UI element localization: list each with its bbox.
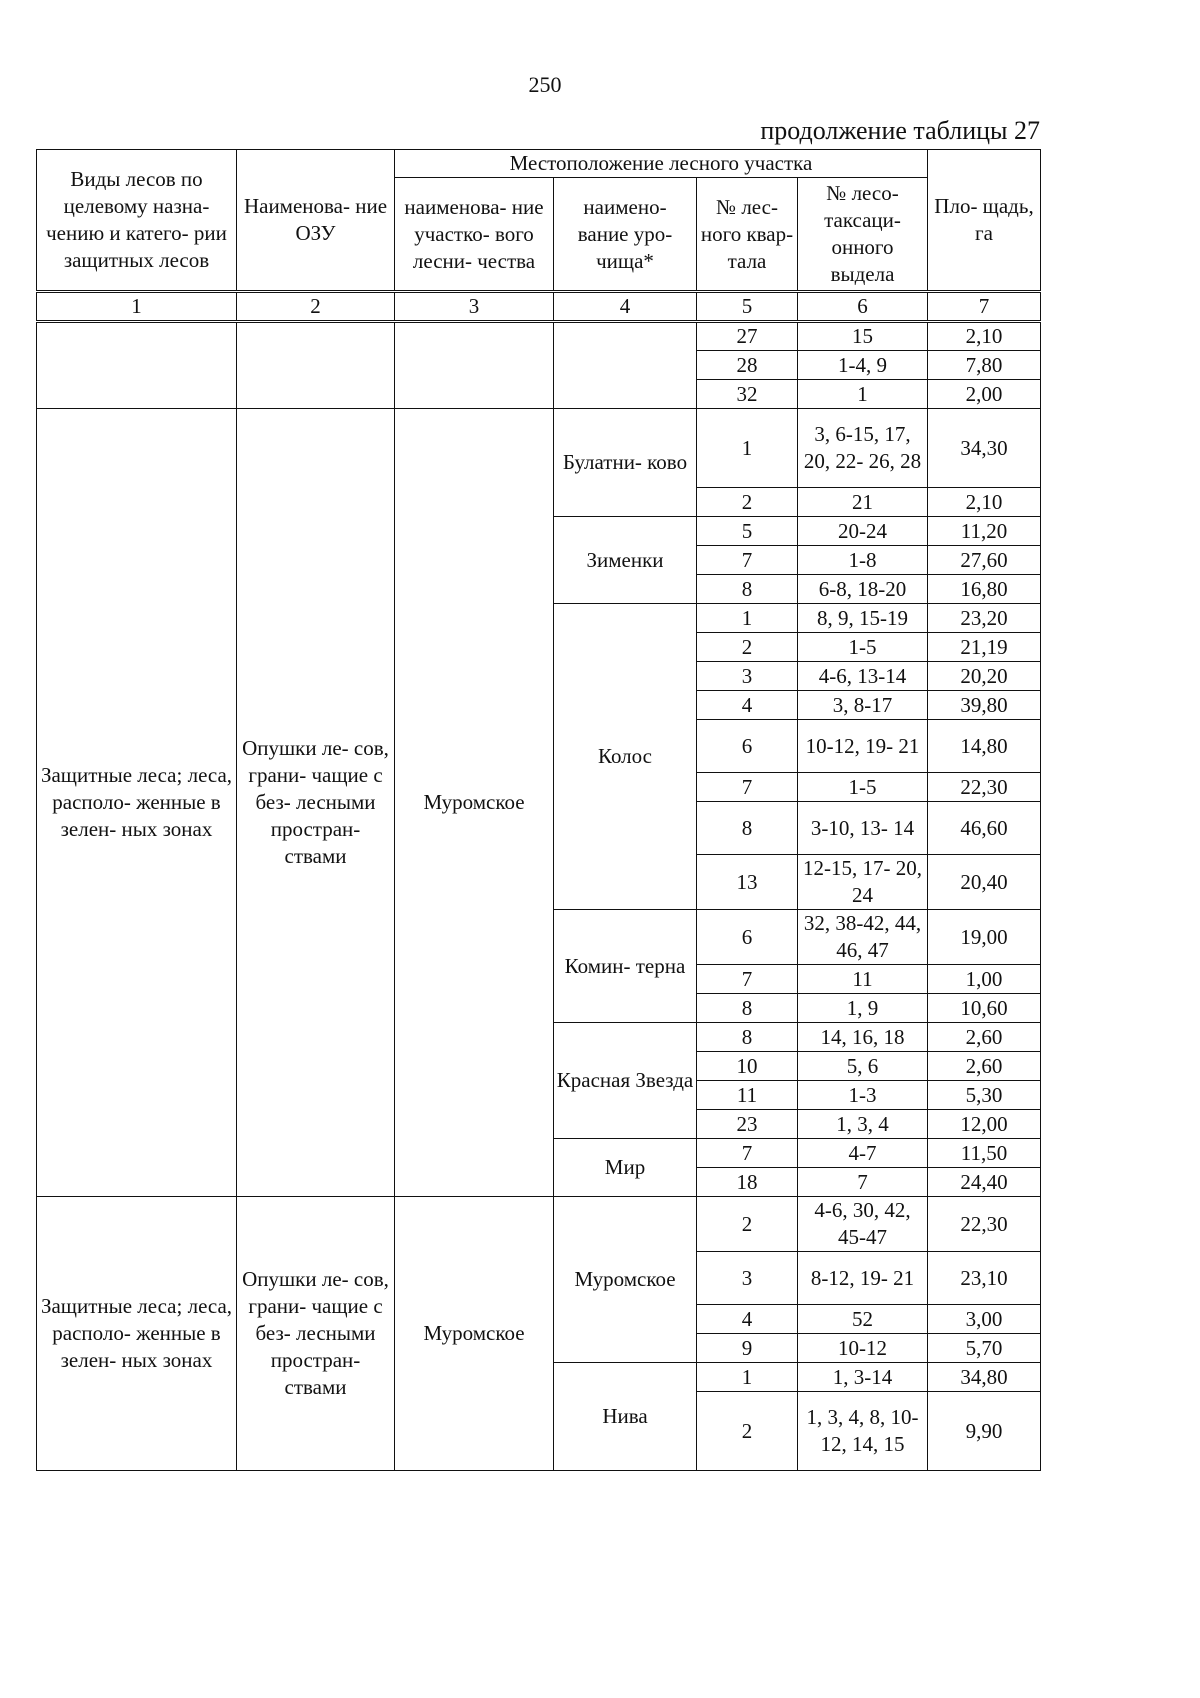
area-cell: 20,20	[928, 662, 1041, 691]
urochishche-cell: Мир	[554, 1139, 697, 1197]
urochishche-cell: Булатни- ково	[554, 409, 697, 517]
area-cell: 34,30	[928, 409, 1041, 488]
kvartal-cell: 27	[697, 322, 798, 351]
vydel-cell: 1-5	[798, 773, 928, 802]
area-cell: 39,80	[928, 691, 1041, 720]
page-number: 250	[528, 72, 562, 97]
vydel-cell: 1	[798, 380, 928, 409]
header-kvartal: № лес- ного квар- тала	[697, 178, 798, 292]
urochishche-cell: Зименки	[554, 517, 697, 604]
area-cell: 46,60	[928, 802, 1041, 855]
kvartal-cell: 2	[697, 633, 798, 662]
kvartal-cell: 8	[697, 802, 798, 855]
area-cell: 2,60	[928, 1023, 1041, 1052]
ozu-name-cell: Опушки ле- сов, грани- чащие с без- лесными простран- ствами	[237, 1197, 395, 1471]
header-forest-type: Виды лесов по целевому назна- чению и катего- рии защитных лесов	[37, 150, 237, 292]
area-cell: 2,10	[928, 322, 1041, 351]
vydel-cell: 1, 3, 4, 8, 10-12, 14, 15	[798, 1392, 928, 1471]
vydel-cell: 15	[798, 322, 928, 351]
kvartal-cell: 6	[697, 720, 798, 773]
vydel-cell: 32, 38-42, 44, 46, 47	[798, 910, 928, 965]
area-cell: 19,00	[928, 910, 1041, 965]
column-number: 4	[554, 292, 697, 322]
column-numbers-row	[37, 292, 1041, 322]
area-cell: 5,70	[928, 1334, 1041, 1363]
vydel-cell: 3, 8-17	[798, 691, 928, 720]
forest-type-cell: Защитные леса; леса, располо- женные в зелен- ных зонах	[37, 1197, 237, 1471]
column-number: 1	[37, 292, 237, 322]
kvartal-cell: 23	[697, 1110, 798, 1139]
urochishche-cell: Колос	[554, 604, 697, 910]
kvartal-cell: 8	[697, 994, 798, 1023]
vydel-cell: 10-12, 19- 21	[798, 720, 928, 773]
area-cell: 23,10	[928, 1252, 1041, 1305]
header-district: наименова- ние участко- вого лесни- чества	[395, 178, 554, 292]
kvartal-cell: 7	[697, 773, 798, 802]
vydel-cell: 1-8	[798, 546, 928, 575]
area-cell: 16,80	[928, 575, 1041, 604]
kvartal-cell: 1	[697, 409, 798, 488]
area-cell: 1,00	[928, 965, 1041, 994]
kvartal-cell: 11	[697, 1081, 798, 1110]
kvartal-cell: 9	[697, 1334, 798, 1363]
kvartal-cell: 3	[697, 1252, 798, 1305]
area-cell: 11,20	[928, 517, 1041, 546]
kvartal-cell: 7	[697, 965, 798, 994]
kvartal-cell: 28	[697, 351, 798, 380]
header-location-group: Местоположение лесного участка	[395, 150, 928, 178]
kvartal-cell: 3	[697, 662, 798, 691]
kvartal-cell: 1	[697, 604, 798, 633]
table-row	[37, 322, 1041, 351]
header-urochishche: наимено- вание уро- чища*	[554, 178, 697, 292]
area-cell: 3,00	[928, 1305, 1041, 1334]
vydel-cell: 1-3	[798, 1081, 928, 1110]
kvartal-cell: 1	[697, 1363, 798, 1392]
kvartal-cell: 2	[697, 1392, 798, 1471]
table-row	[37, 409, 1041, 488]
vydel-cell: 52	[798, 1305, 928, 1334]
vydel-cell: 8-12, 19- 21	[798, 1252, 928, 1305]
kvartal-cell: 2	[697, 488, 798, 517]
vydel-cell: 1, 9	[798, 994, 928, 1023]
kvartal-cell: 18	[697, 1168, 798, 1197]
district-cell	[395, 322, 554, 409]
kvartal-cell: 8	[697, 575, 798, 604]
area-cell: 21,19	[928, 633, 1041, 662]
vydel-cell: 4-6, 30, 42, 45-47	[798, 1197, 928, 1252]
vydel-cell: 10-12	[798, 1334, 928, 1363]
kvartal-cell: 6	[697, 910, 798, 965]
urochishche-cell: Нива	[554, 1363, 697, 1471]
kvartal-cell: 4	[697, 691, 798, 720]
area-cell: 5,30	[928, 1081, 1041, 1110]
area-cell: 27,60	[928, 546, 1041, 575]
area-cell: 23,20	[928, 604, 1041, 633]
vydel-cell: 3, 6-15, 17, 20, 22- 26, 28	[798, 409, 928, 488]
urochishche-cell: Муромское	[554, 1197, 697, 1363]
header-vydel: № лесо- таксаци- онного выдела	[798, 178, 928, 292]
column-number: 3	[395, 292, 554, 322]
urochishche-cell: Красная Звезда	[554, 1023, 697, 1139]
kvartal-cell: 10	[697, 1052, 798, 1081]
vydel-cell: 1, 3, 4	[798, 1110, 928, 1139]
area-cell: 7,80	[928, 351, 1041, 380]
vydel-cell: 12-15, 17- 20, 24	[798, 855, 928, 910]
kvartal-cell: 7	[697, 546, 798, 575]
column-number: 2	[237, 292, 395, 322]
header-ozu-name: Наименова- ние ОЗУ	[237, 150, 395, 292]
area-cell: 12,00	[928, 1110, 1041, 1139]
column-number: 7	[928, 292, 1041, 322]
vydel-cell: 4-7	[798, 1139, 928, 1168]
kvartal-cell: 32	[697, 380, 798, 409]
vydel-cell: 1-4, 9	[798, 351, 928, 380]
kvartal-cell: 4	[697, 1305, 798, 1334]
vydel-cell: 20-24	[798, 517, 928, 546]
column-number: 5	[697, 292, 798, 322]
vydel-cell: 11	[798, 965, 928, 994]
area-cell: 34,80	[928, 1363, 1041, 1392]
vydel-cell: 6-8, 18-20	[798, 575, 928, 604]
forest-type-cell: Защитные леса; леса, располо- женные в зелен- ных зонах	[37, 409, 237, 1197]
vydel-cell: 3-10, 13- 14	[798, 802, 928, 855]
area-cell: 2,00	[928, 380, 1041, 409]
vydel-cell: 7	[798, 1168, 928, 1197]
table-continuation-caption: продолжение таблицы 27	[760, 116, 1040, 145]
header-area: Пло- щадь, га	[928, 150, 1041, 292]
ozu-name-cell: Опушки ле- сов, грани- чащие с без- лесными простран- ствами	[237, 409, 395, 1197]
table-row	[37, 1197, 1041, 1252]
area-cell: 2,10	[928, 488, 1041, 517]
district-cell: Муромское	[395, 1197, 554, 1471]
kvartal-cell: 8	[697, 1023, 798, 1052]
urochishche-cell	[554, 322, 697, 409]
kvartal-cell: 13	[697, 855, 798, 910]
area-cell: 9,90	[928, 1392, 1041, 1471]
vydel-cell: 1-5	[798, 633, 928, 662]
vydel-cell: 14, 16, 18	[798, 1023, 928, 1052]
kvartal-cell: 7	[697, 1139, 798, 1168]
ozu-name-cell	[237, 322, 395, 409]
vydel-cell: 4-6, 13-14	[798, 662, 928, 691]
vydel-cell: 21	[798, 488, 928, 517]
area-cell: 10,60	[928, 994, 1041, 1023]
forest-type-cell	[37, 322, 237, 409]
forest-plots-table	[36, 149, 1041, 1471]
area-cell: 20,40	[928, 855, 1041, 910]
vydel-cell: 5, 6	[798, 1052, 928, 1081]
area-cell: 24,40	[928, 1168, 1041, 1197]
kvartal-cell: 5	[697, 517, 798, 546]
area-cell: 14,80	[928, 720, 1041, 773]
area-cell: 22,30	[928, 773, 1041, 802]
district-cell: Муромское	[395, 409, 554, 1197]
kvartal-cell: 2	[697, 1197, 798, 1252]
urochishche-cell: Комин- терна	[554, 910, 697, 1023]
vydel-cell: 1, 3-14	[798, 1363, 928, 1392]
vydel-cell: 8, 9, 15-19	[798, 604, 928, 633]
area-cell: 22,30	[928, 1197, 1041, 1252]
area-cell: 11,50	[928, 1139, 1041, 1168]
column-number: 6	[798, 292, 928, 322]
area-cell: 2,60	[928, 1052, 1041, 1081]
